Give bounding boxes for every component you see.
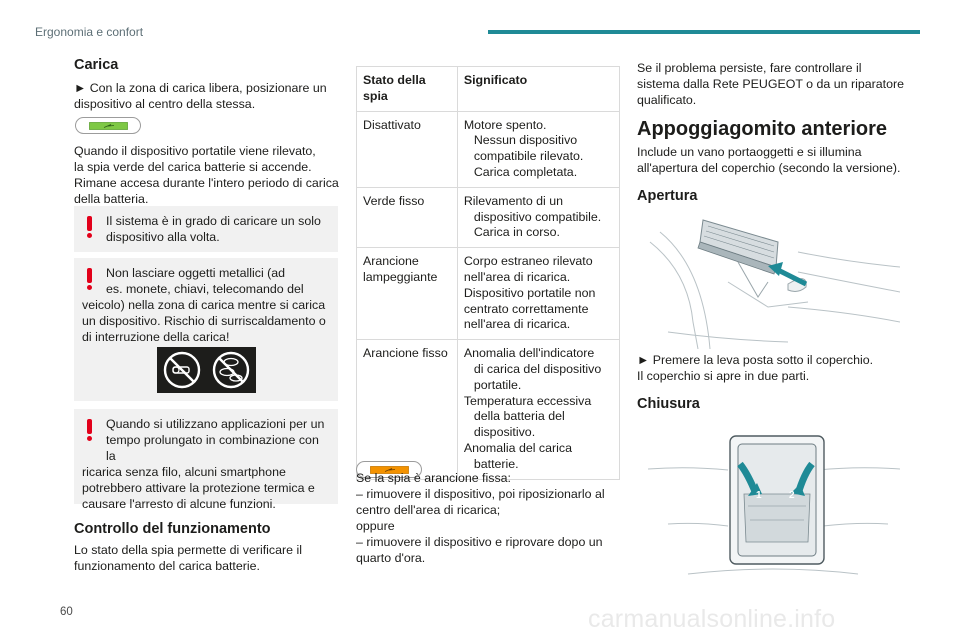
callout-2: 2 bbox=[789, 490, 795, 501]
armrest-closing-illustration bbox=[648, 424, 900, 579]
armrest-heading: Appoggiagomito anteriore bbox=[637, 118, 887, 140]
carica-step: ► Con la zona di carica libera, posizionare un dispositivo al centro della stessa. bbox=[74, 81, 327, 111]
state-cell: Verde fisso bbox=[357, 187, 458, 247]
table-row bbox=[357, 111, 620, 187]
table-row bbox=[357, 187, 620, 247]
column-header-state: Stato della spia bbox=[357, 67, 458, 112]
state-cell: Arancione fisso bbox=[357, 340, 458, 479]
armrest-opening-illustration bbox=[648, 212, 900, 349]
chiusura-heading: Chiusura bbox=[637, 396, 700, 412]
watermark: carmanualsonline.info bbox=[588, 605, 836, 633]
carica-heading: Carica bbox=[74, 57, 119, 73]
meaning-cell: Rilevamento di un dispositivo compatibile. Carica in corso. bbox=[457, 187, 619, 247]
header-accent-bar bbox=[488, 30, 920, 34]
state-cell: Disattivato bbox=[357, 111, 458, 187]
orange-steady-instructions: Se la spia è arancione fissa: – rimuovere il dispositivo, poi riposizionarlo al centro dell'area di ricarica; oppure – rimuovere il dispositivo e riprovare dopo un quarto d'ora. bbox=[356, 471, 605, 565]
controllo-heading: Controllo del funzionamento bbox=[74, 521, 271, 537]
indicator-status-table bbox=[356, 66, 620, 480]
table-row bbox=[357, 340, 620, 479]
no-metal-objects-icon bbox=[157, 347, 256, 393]
charging-icon bbox=[89, 122, 128, 130]
meaning-cell: Motore spento. Nessun dispositivo compatibile rilevato. Carica completata. bbox=[457, 111, 619, 187]
warning-box-thermal-protection: Quando si utilizzano applicazioni per un tempo prolungato in combinazione con la ricarica senza filo, alcuni smartphone potrebbero attivare la protezione termica e causare l'arresto di alcune funzioni. bbox=[74, 409, 338, 504]
table-header-row bbox=[357, 67, 620, 112]
callout-1: 1 bbox=[756, 490, 762, 501]
carica-body: Quando il dispositivo portatile viene rilevato, la spia verde del carica batterie si accende. Rimane accesa durante l'intero periodo di carica della batteria. bbox=[74, 144, 339, 206]
apertura-step: ► Premere la leva posta sotto il coperchio. bbox=[637, 353, 874, 367]
apertura-result: Il coperchio si apre in due parti. bbox=[637, 369, 810, 383]
support-note: Se il problema persiste, fare controllare il sistema dalla Rete PEUGEOT o da un riparatore qualificato. bbox=[637, 61, 904, 107]
meaning-cell: Anomalia dell'indicatore di carica del dispositivo portatile. Temperatura eccessiva della batteria del dispositivo. Anomalia del carica batterie. bbox=[457, 340, 619, 479]
page-number: 60 bbox=[60, 606, 73, 618]
controllo-body: Lo stato della spia permette di verificare il funzionamento del carica batterie. bbox=[74, 543, 302, 573]
meaning-cell: Corpo estraneo rilevato nell'area di ricarica. Dispositivo portatile non centrato correttamente nell'area di ricarica. bbox=[457, 248, 619, 340]
state-cell: Arancione lampeggiante bbox=[357, 248, 458, 340]
section-title: Ergonomia e confort bbox=[35, 25, 144, 39]
warning-box-metal-objects: Non lasciare oggetti metallici (ad es. monete, chiavi, telecomando del veicolo) nella zona di carica mentre si carica un dispositivo. Rischio di surriscaldamento o di interruzione della carica! bbox=[74, 258, 338, 401]
armrest-description: Include un vano portaoggetti e si illumina all'apertura del coperchio (secondo la versione). bbox=[637, 145, 901, 175]
column-header-meaning: Significato bbox=[457, 67, 619, 112]
warning-box-single-device: Il sistema è in grado di caricare un solo dispositivo alla volta. bbox=[74, 206, 338, 252]
table-row bbox=[357, 248, 620, 340]
green-led-indicator bbox=[75, 117, 141, 134]
apertura-heading: Apertura bbox=[637, 188, 698, 204]
